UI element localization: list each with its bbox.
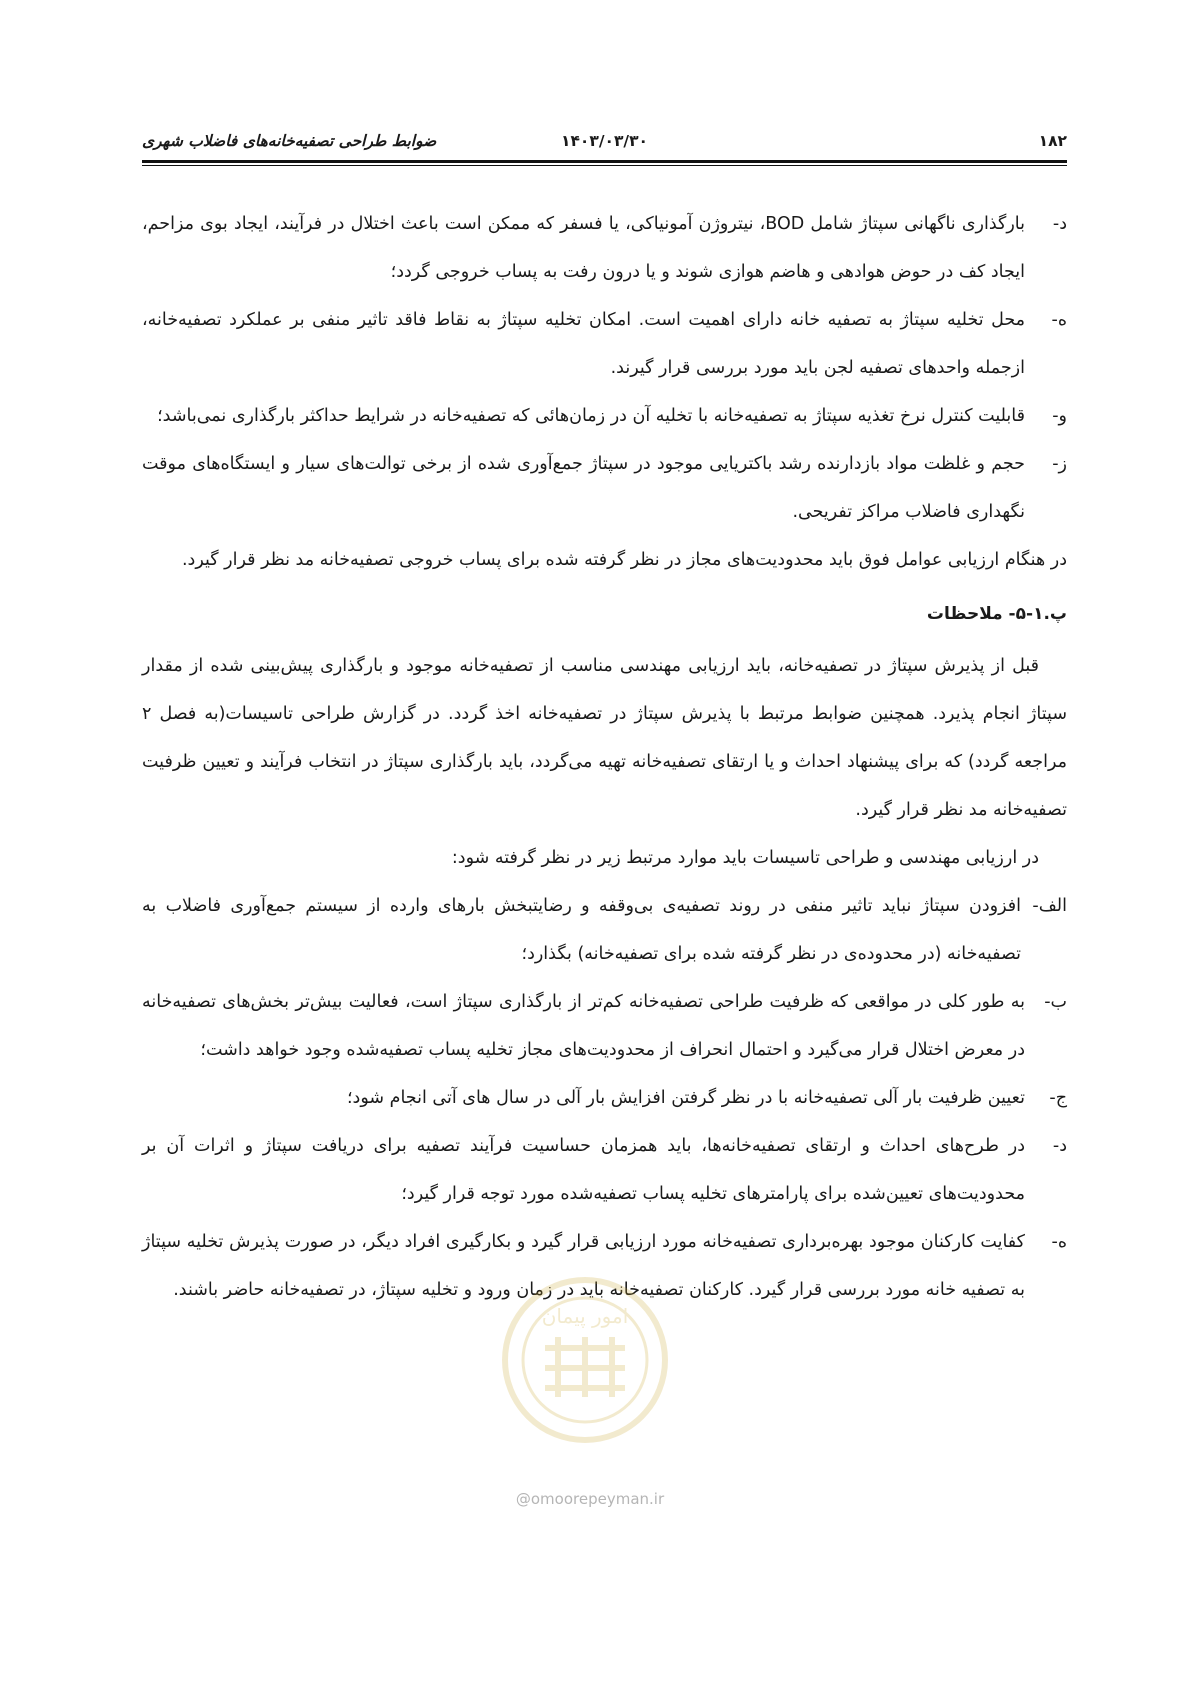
list-item-text: حجم و غلظت مواد بازدارنده رشد باکتریایی موجود در سپتاژ جمع‌آوری شده از برخی توالت‌های سیار و ایستگاه‌های موقت نگهداری فاضلاب مراکز تفریحی. [142, 454, 1025, 522]
paragraph-list-intro: در ارزیابی مهندسی و طراحی تاسیسات باید موارد مرتبط زیر در نظر گرفته شود: [451, 848, 1039, 868]
list-item-text: به طور کلی در مواقعی که ظرفیت طراحی تصفیه‌خانه کم‌تر از بارگذاری سپتاژ است، فعالیت بیش‌تر بخش‌های تصفیه‌خانه در معرض اختلال قرار می‌گیرد و احتمال انحراف از محدودیت‌های مجاز تخلیه پساب تصفیه‌شده وجود خواهد داشت؛ [142, 992, 1025, 1060]
list-item-text: قابلیت کنترل نرخ تغذیه سپتاژ به تصفیه‌خانه با تخلیه آن در زمان‌هائی که تصفیه‌خانه در شرایط حداکثر بارگذاری نمی‌باشد؛ [157, 406, 1025, 426]
list-item [142, 1122, 1067, 1218]
list-marker: ب- [1044, 992, 1067, 1012]
header-rule-thick [142, 160, 1067, 163]
list-marker: ج- [1049, 1088, 1067, 1108]
list-marker: ه- [1051, 1232, 1067, 1252]
list-item-text: افزودن سپتاژ نباید تاثیر منفی در روند تصفیه‌ی بی‌وقفه و رضایتبخش بارهای وارده از سیستم جمع‌آوری فاضلاب به تصفیه‌خانه (در محدوده‌ی در نظر گرفته شده برای تصفیه‌خانه) بگذارد؛ [142, 896, 1021, 964]
header-title: ضوابط طراحی تصفیه‌خانه‌های فاضلاب شهری [142, 132, 437, 150]
list-item [142, 1074, 1067, 1122]
list-marker: و- [1052, 406, 1067, 426]
list-item [142, 200, 1067, 296]
list-marker: د- [1052, 214, 1067, 234]
list-item [142, 392, 1067, 440]
watermark-site: @omoorepeyman.ir [515, 1490, 665, 1508]
list-item [142, 296, 1067, 392]
header-rule-thin [142, 165, 1067, 166]
list-item-text: در طرح‌های احداث و ارتقای تصفیه‌خانه‌ها، باید همزمان حساسیت فرآیند تصفیه برای دریافت سپتاژ و اثرات آن بر محدودیت‌های تعیین‌شده برای پارامترهای تخلیه پساب تصفیه‌شده مورد توجه قرار گیرد؛ [142, 1136, 1025, 1204]
list-item [142, 440, 1067, 536]
paragraph-section: قبل از پذیرش سپتاژ در تصفیه‌خانه، باید ارزیابی مهندسی مناسب از تصفیه‌خانه موجود و بارگذاری پیش‌بینی شده از مقدار سپتاژ انجام پذیرد. همچنین ضوابط مرتبط با پذیرش سپتاژ در تصفیه‌خانه اخذ گردد. در گزارش طراحی تاسیسات(به فصل ۲ مراجعه گردد) که برای پیشنهاد احداث و یا ارتقای تصفیه‌خانه تهیه می‌گردد، باید بارگذاری سپتاژ در انتخاب فرآیند و تعیین ظرفیت تصفیه‌خانه مد نظر قرار گیرد. [142, 656, 1067, 820]
list-marker: ز- [1052, 454, 1067, 474]
section-heading: پ.۱-۵- ملاحظات [926, 604, 1067, 624]
watermark-seal-icon [500, 1275, 670, 1445]
page-number: ۱۸۲ [1038, 132, 1067, 150]
list-marker: ه- [1051, 310, 1067, 330]
list-item-text: تعیین ظرفیت بار آلی تصفیه‌خانه با در نظر گرفتن افزایش بار آلی در سال های آتی انجام شود؛ [346, 1088, 1025, 1108]
list-marker: د- [1052, 1136, 1067, 1156]
paragraph-factors: در هنگام ارزیابی عوامل فوق باید محدودیت‌های مجاز در نظر گرفته شده برای پساب خروجی تصفیه‌خانه مد نظر قرار گیرد. [181, 550, 1067, 570]
page-header [142, 132, 1067, 156]
page-body [142, 200, 1067, 1314]
list-item [142, 882, 1067, 978]
list-item-text: کفایت کارکنان موجود بهره‌برداری تصفیه‌خانه مورد ارزیابی قرار گیرد و بکارگیری افراد دیگر، در صورت پذیرش تخلیه سپتاژ به تصفیه خانه مورد بررسی قرار گیرد. کارکنان تصفیه‌خانه باید در زمان ورود و تخلیه سپتاژ، در تصفیه‌خانه حاضر باشند. [142, 1232, 1025, 1300]
list-item-text: محل تخلیه سپتاژ به تصفیه خانه دارای اهمیت است. امکان تخلیه سپتاژ به نقاط فاقد تاثیر منفی بر عملکرد تصفیه‌خانه، ازجمله واحدهای تصفیه لجن باید مورد بررسی قرار گیرند. [142, 310, 1025, 378]
header-date: ۱۴۰۳/۰۳/۳۰ [560, 132, 648, 150]
list-item [142, 978, 1067, 1074]
seal-text: امور پیمان [541, 1304, 629, 1328]
list-marker: الف- [1032, 896, 1067, 916]
list-item-text: بارگذاری ناگهانی سپتاژ شامل BOD، نیتروژن آمونیاکی، یا فسفر که ممکن است باعث اختلال در فرآیند، ایجاد بوی مزاحم، ایجاد کف در حوض هوادهی و هاضم هوازی شوند و یا درون رفت به پساب خروجی گردد؛ [142, 214, 1025, 282]
